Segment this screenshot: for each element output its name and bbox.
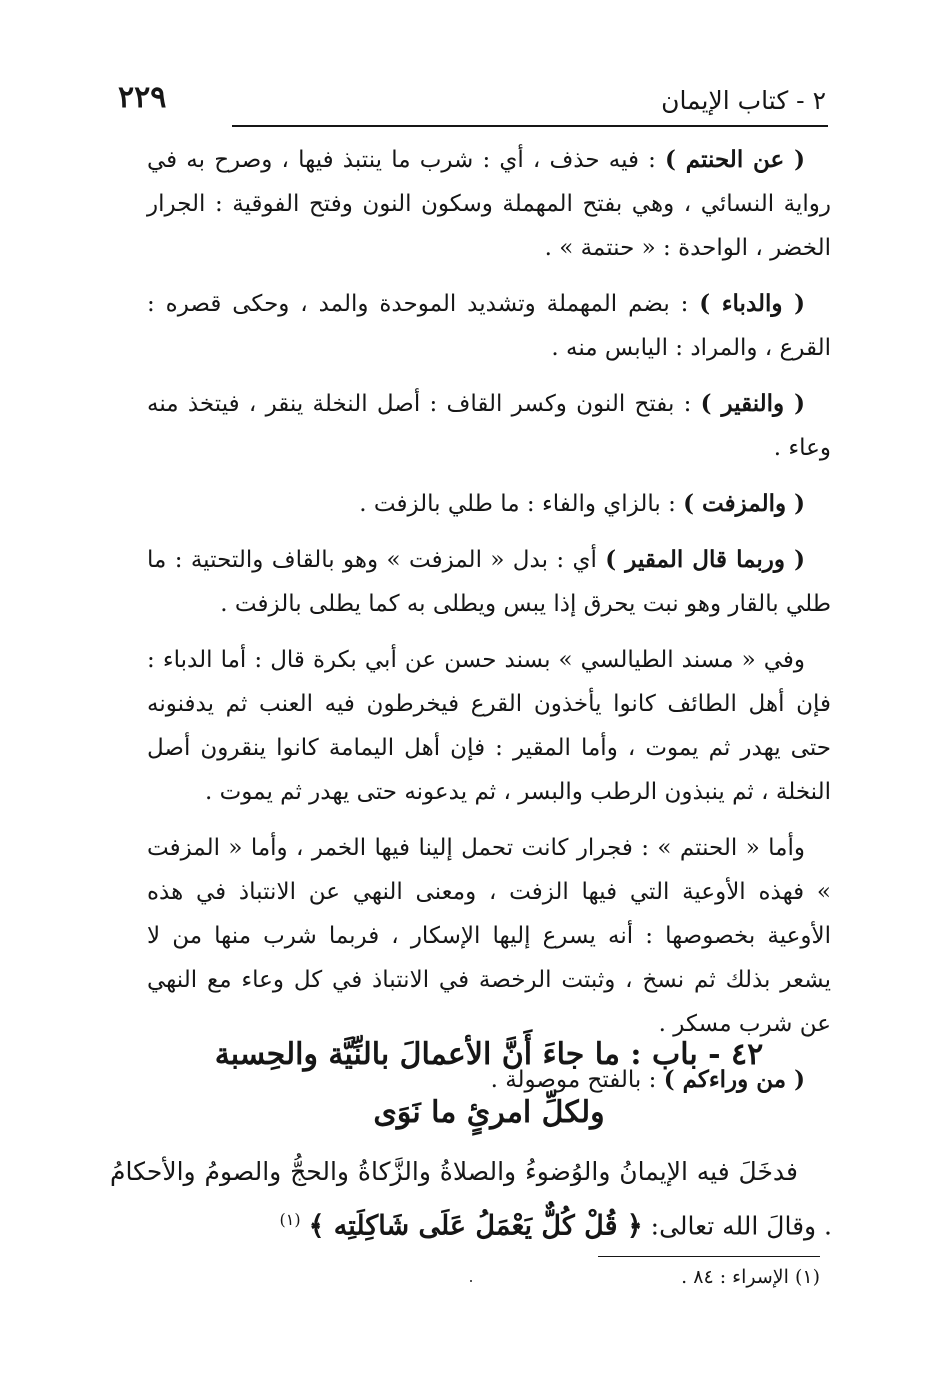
quran-verse: ﴿ قُلْ كُلٌّ يَعْمَلُ عَلَى شَاكِلَتِه ﴾ xyxy=(308,1210,643,1242)
chapter-title-line1: ٤٢ - باب : ما جاءَ أَنَّ الأعمالَ بالنِّيَّة والحِسبة xyxy=(214,1037,764,1072)
paragraph-lead: ( وربما قال المقير ) xyxy=(605,546,805,573)
paragraph xyxy=(147,538,831,626)
paragraph-text: : بالفتح موصولة . xyxy=(490,1067,664,1093)
chapter-body xyxy=(110,1148,832,1250)
paragraph xyxy=(147,382,831,470)
paragraph xyxy=(147,482,831,526)
paragraph-lead: ( والنقير ) xyxy=(700,390,805,417)
paragraph-text: : بفتح النون وكسر القاف : أصل النخلة ينقر ، فيتخذ منه وعاء . xyxy=(147,391,831,461)
header-rule xyxy=(232,125,828,127)
paragraph-text: : بضم المهملة وتشديد الموحدة والمد ، وحكى قصره : القرع ، والمراد : اليابس منه . xyxy=(147,291,831,361)
chapter-paragraph xyxy=(110,1148,832,1250)
chapter-paragraph-text: فدخَلَ فيه الإيمانُ والوُضوءُ والصلاةُ والزَّكاةُ والحجُّ والصومُ والأحكامُ . وقالَ الله تعالى: xyxy=(110,1157,832,1241)
chapter-title-line2: ولكلِّ امرئٍ ما نَوَى xyxy=(373,1095,605,1130)
paragraph-lead: ( والدباء ) xyxy=(699,290,805,317)
paragraph-lead: ( من وراءكم ) xyxy=(663,1066,805,1093)
print-speck xyxy=(470,1280,472,1282)
footnote-rule xyxy=(598,1256,820,1257)
footnote: (١) الإسراء : ٨٤ . xyxy=(681,1266,820,1288)
footnote-reference: (١) xyxy=(279,1210,301,1229)
paragraph-text: : بالزاي والفاء : ما طلي بالزفت . xyxy=(359,491,684,517)
paragraph-text: : فيه حذف ، أي : شرب ما ينتبذ فيها ، وصرح به في رواية النسائي ، وهي بفتح المهملة وسكون النون وفتح الفوقية : الجرار الخضر ، الواحدة : « حنتمة » . xyxy=(147,147,831,261)
paragraph-lead: ( والمزفت ) xyxy=(683,490,805,517)
paragraph-lead: ( عن الحنتم ) xyxy=(665,146,806,173)
chapter-heading xyxy=(147,1030,831,1138)
paragraph xyxy=(147,282,831,370)
running-title: ٢ - كتاب الإيمان xyxy=(661,86,826,115)
commentary-body xyxy=(147,138,831,1114)
paragraph-text: أي : بدل « المزفت » وهو بالقاف والتحتية : ما طلي بالقار وهو نبت يحرق إذا يبس ويطلى به كما يطلى بالزفت . xyxy=(147,547,831,617)
paragraph xyxy=(147,638,831,814)
page-header xyxy=(118,78,826,122)
paragraph xyxy=(147,138,831,270)
page-number: ٢٢٩ xyxy=(118,80,167,115)
paragraph-text: وأما « الحنتم » : فجرار كانت تحمل إلينا فيها الخمر ، وأما « المزفت » فهذه الأوعية التي فيها الزفت ، ومعنى النهي عن الانتباذ في هذه الأوعية بخصوصها : أنه يسرع إليها الإسكار ، فربما شرب منها من لا يشعر بذلك ثم نسخ ، وثبتت الرخصة في الانتباذ في كل وعاء مع النهي عن شرب مسكر . xyxy=(147,835,831,1037)
paragraph xyxy=(147,826,831,1046)
paragraph-text: وفي « مسند الطيالسي » بسند حسن عن أبي بكرة قال : أما الدباء : فإن أهل الطائف كانوا يأخذون القرع فيخرطون فيه العنب ثم يدفنونه حتى يهدر ثم يموت ، وأما المقير : فإن أهل اليمامة كانوا ينقرون أصل النخلة ، ثم ينبذون الرطب والبسر ، ثم يدعونه حتى يهدر ثم يموت . xyxy=(147,647,831,805)
